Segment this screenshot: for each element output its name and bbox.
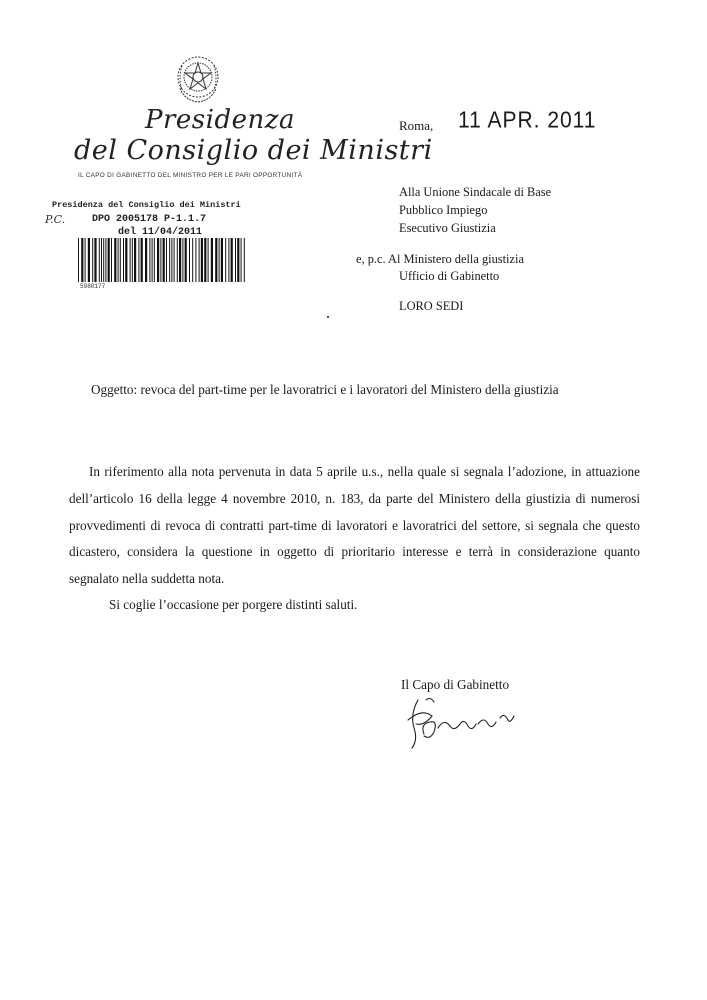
- barcode-bar: [192, 238, 193, 282]
- barcode-bar: [163, 238, 165, 282]
- protocol-handwritten-note: P.C.: [45, 213, 66, 226]
- place: Roma,: [399, 118, 434, 133]
- barcode-bar: [235, 238, 236, 282]
- recipient-line: Alla Unione Sindacale di Base: [399, 185, 552, 199]
- cc-line2: Ufficio di Gabinetto: [399, 269, 500, 283]
- barcode-bar: [81, 238, 83, 282]
- barcode-bar: [123, 238, 124, 282]
- barcode-bar: [157, 238, 159, 282]
- barcode-bar: [120, 238, 121, 282]
- barcode-bar: [208, 238, 209, 282]
- barcode-bar: [114, 238, 116, 282]
- barcode-bar: [228, 238, 229, 282]
- barcode-bar: [244, 238, 245, 282]
- barcode-bar: [169, 238, 170, 282]
- barcode-bar: [166, 238, 167, 282]
- barcode-bar: [199, 238, 200, 282]
- barcode-bar: [149, 238, 150, 282]
- cc-line1: [356, 250, 524, 268]
- barcode-bar: [108, 238, 110, 282]
- barcode-bar: [111, 238, 112, 282]
- barcode-bar: [134, 238, 136, 282]
- barcode-bar: [225, 238, 226, 282]
- letterhead-office: IL CAPO DI GABINETTO DEL MINISTRO PER LE PARI OPPORTUNITÀ: [78, 172, 303, 179]
- barcode-bar: [241, 238, 242, 282]
- barcode-bar: [177, 238, 178, 282]
- barcode-bar: [118, 238, 119, 282]
- barcode-bar: [85, 238, 86, 282]
- barcode-bar: [138, 238, 139, 282]
- protocol-barcode: [77, 238, 249, 282]
- barcode-bar: [221, 238, 223, 282]
- barcode-bar: [130, 238, 131, 282]
- barcode-bar: [99, 238, 100, 282]
- letter-date: 11 APR. 2011: [458, 107, 597, 134]
- barcode-bar: [88, 238, 90, 282]
- barcode-bar: [132, 238, 133, 282]
- recipient-line: Esecutivo Giustizia: [399, 221, 496, 235]
- barcode-bar: [171, 238, 172, 282]
- protocol-stamp-line2: DPO 2005178 P-1.1.7: [92, 214, 207, 225]
- barcode-bar: [195, 238, 196, 282]
- barcode-number: 5980177: [80, 283, 106, 290]
- cc-prefix: e, p.c.: [356, 252, 386, 266]
- signature-title: Il Capo di Gabinetto: [401, 677, 510, 692]
- barcode-bar: [160, 238, 161, 282]
- protocol-stamp-line1: Presidenza del Consiglio dei Ministri: [52, 200, 241, 210]
- handwritten-signature: [404, 694, 520, 750]
- barcode-bar: [103, 238, 104, 282]
- barcode-bar: [154, 238, 155, 282]
- republic-emblem-icon: [170, 48, 226, 106]
- barcode-bar: [145, 238, 147, 282]
- barcode-bar: [211, 238, 213, 282]
- barcode-bar: [78, 238, 79, 282]
- subject-line: Oggetto: revoca del part-time per le lavoratrici e i lavoratori del Ministero della giustizia: [91, 382, 559, 397]
- barcode-bar: [179, 238, 181, 282]
- barcode-bar: [141, 238, 143, 282]
- body-paragraph: In riferimento alla nota pervenuta in data 5 aprile u.s., nella quale si segnala l’adozione, in attuazione dell’articolo 16 della legge 4 novembre 2010, n. 183, da parte del Ministero della giustizia di numerosi provvedimenti di revoca di contratti part-time di lavoratori e lavoratrici del settore, si segnala che questo dicastero, considera la questione in oggetto di prioritario interesse e terrà in considerazione quanto segnalato nella suddetta nota.: [69, 464, 640, 587]
- closing-line: Si coglie l’occasione per porgere distinti saluti.: [109, 597, 358, 612]
- barcode-bar: [185, 238, 187, 282]
- cc-recipient: Al Ministero della giustizia: [388, 252, 524, 266]
- barcode-bar: [201, 238, 203, 282]
- body-text: [69, 459, 640, 593]
- scan-speck: [327, 316, 329, 318]
- loro-sedi: LORO SEDI: [399, 299, 464, 313]
- barcode-bar: [204, 238, 206, 282]
- barcode-bar: [94, 238, 96, 282]
- barcode-bar: [215, 238, 217, 282]
- barcode-bar: [152, 238, 153, 282]
- barcode-bar: [182, 238, 183, 282]
- barcode-bar: [92, 238, 93, 282]
- barcode-bar: [231, 238, 233, 282]
- protocol-stamp-line3: del 11/04/2011: [118, 227, 203, 238]
- recipient-line: Pubblico Impiego: [399, 203, 488, 217]
- barcode-bar: [125, 238, 127, 282]
- barcode-bar: [189, 238, 190, 282]
- barcode-bar: [237, 238, 239, 282]
- barcode-bar: [174, 238, 175, 282]
- letterhead-title-line1: Presidenza: [145, 105, 295, 135]
- barcode-bar: [219, 238, 220, 282]
- barcode-bar: [105, 238, 106, 282]
- letterhead-title-line2: del Consiglio dei Ministri: [74, 135, 433, 166]
- barcode-bar: [101, 238, 102, 282]
